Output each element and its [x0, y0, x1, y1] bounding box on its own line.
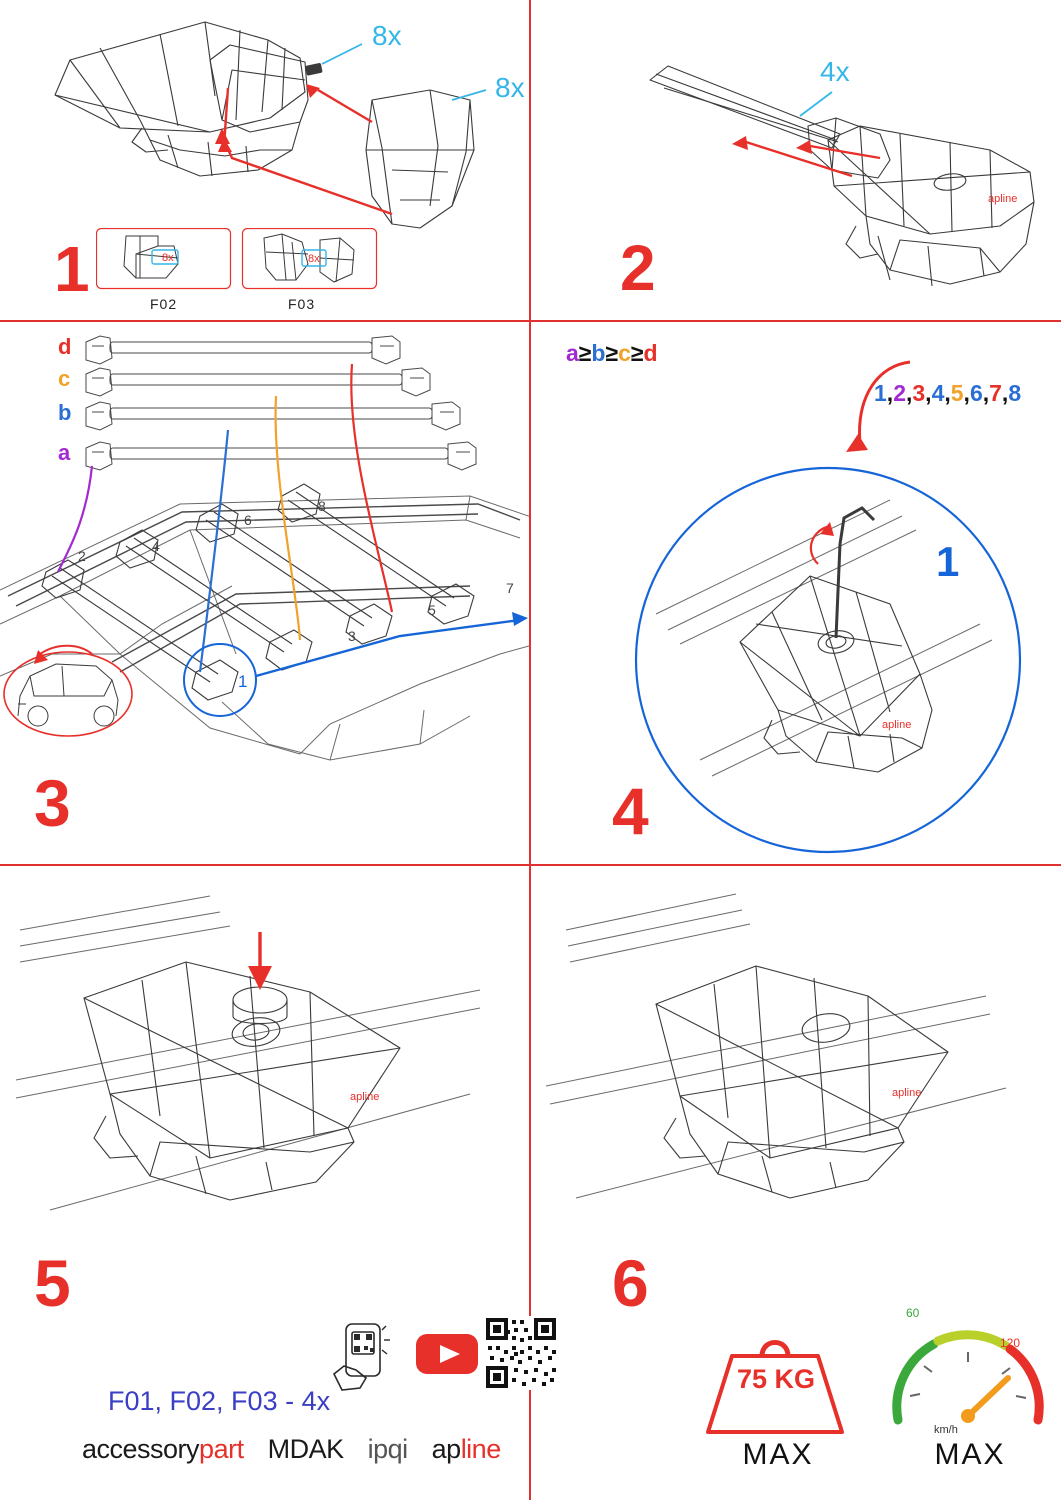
svg-text:apline: apline [882, 719, 912, 731]
step4-torque-label: 1 [936, 538, 960, 585]
roof-point-2: 2 [78, 548, 86, 564]
step1-part-boxes [96, 228, 416, 314]
step-number-1: 1 [54, 233, 89, 305]
seq-7: 7 [989, 380, 1002, 406]
brand-mdak-b: AK [308, 1434, 344, 1464]
brand-ipqi-a: ipqi [367, 1434, 408, 1464]
ineq-part-6: d [643, 340, 658, 366]
bar-label-b: b [58, 400, 72, 425]
step1-qty-2: 8x [495, 72, 525, 103]
brand-apline-a: ap [431, 1434, 461, 1464]
seq-c3: , [944, 380, 951, 406]
step2-qty-1: 4x [820, 56, 850, 87]
roof-point-8: 8 [318, 498, 326, 514]
svg-text:8x: 8x [162, 252, 174, 264]
step-number-5: 5 [34, 1246, 70, 1320]
brand-ipqi [368, 1434, 408, 1465]
bar-label-d: d [58, 334, 72, 359]
divider-vertical-top [529, 0, 531, 320]
brand-accessorypart-b: part [199, 1434, 244, 1464]
seq-c6: , [1001, 380, 1009, 406]
roof-point-7: 7 [506, 580, 514, 596]
svg-text:apline: apline [892, 1087, 922, 1099]
speed-unit-label: km/h [934, 1424, 958, 1436]
svg-text:apline: apline [350, 1091, 380, 1103]
brand-mdak-a: MD [267, 1434, 309, 1464]
svg-text:8x: 8x [308, 253, 320, 265]
seq-2: 2 [893, 380, 906, 406]
seq-8: 8 [1008, 380, 1022, 406]
ineq-part-0: a [566, 340, 579, 366]
speedometer-icon [880, 1316, 1060, 1436]
step5-illustration-done [546, 880, 1046, 1210]
bar-label-a: a [58, 440, 71, 465]
divider-vertical-bottom [529, 866, 531, 1500]
ineq-part-1: ≥ [578, 340, 592, 366]
brand-accessorypart-a: accessory [82, 1434, 200, 1464]
ineq-part-3: ≥ [605, 340, 619, 366]
seq-5: 5 [950, 380, 964, 406]
seq-c1: , [905, 380, 913, 406]
step-number-6: 6 [612, 1246, 648, 1320]
brand-row [82, 1434, 501, 1465]
brand-apline-b: line [460, 1434, 501, 1464]
phone-qr-icon [326, 1322, 396, 1394]
bar-label-c: c [58, 366, 71, 391]
step1-part-code-f02: F02 [150, 296, 178, 312]
speed-max-label: MAX [934, 1438, 1006, 1471]
step4-sequence [874, 380, 1021, 407]
footer-part-codes: F01, F02, F03 - 4x [108, 1386, 331, 1416]
weight-max-label: MAX [742, 1438, 814, 1471]
step1-qty-1: 8x [372, 20, 402, 51]
seq-c4: , [963, 380, 970, 406]
qr-code-icon[interactable] [484, 1316, 558, 1390]
roof-point-3: 3 [348, 628, 356, 644]
ineq-part-5: ≥ [630, 340, 644, 366]
ineq-part-2: b [591, 340, 606, 366]
roof-point-1: 1 [238, 672, 248, 691]
step5-illustration [10, 880, 520, 1240]
step-number-3: 3 [34, 766, 70, 840]
weight-value: 75 KG [736, 1364, 816, 1394]
step3-illustration [0, 324, 529, 864]
dial-max-label: 120 [1000, 1336, 1021, 1350]
brand-mdak [268, 1434, 344, 1465]
brand-apline [432, 1434, 501, 1465]
dial-min-label: 60 [906, 1306, 920, 1320]
roof-point-6: 6 [244, 512, 252, 528]
seq-1: 1 [874, 380, 887, 406]
seq-c5: , [982, 380, 990, 406]
brand-accessorypart [82, 1434, 244, 1465]
seq-6: 6 [969, 380, 983, 406]
youtube-icon[interactable] [414, 1330, 482, 1376]
seq-c0: , [886, 380, 894, 406]
svg-text:apline: apline [988, 193, 1018, 205]
seq-c2: , [925, 380, 932, 406]
ineq-part-4: c [618, 340, 631, 366]
step-number-4: 4 [612, 774, 648, 848]
seq-3: 3 [912, 380, 926, 406]
roof-point-4: 4 [152, 538, 160, 554]
divider-vertical-mid [529, 322, 531, 864]
seq-4: 4 [931, 380, 945, 406]
step-number-2: 2 [620, 232, 655, 304]
roof-point-5: 5 [428, 602, 436, 618]
step1-part-code-f03: F03 [288, 296, 316, 312]
